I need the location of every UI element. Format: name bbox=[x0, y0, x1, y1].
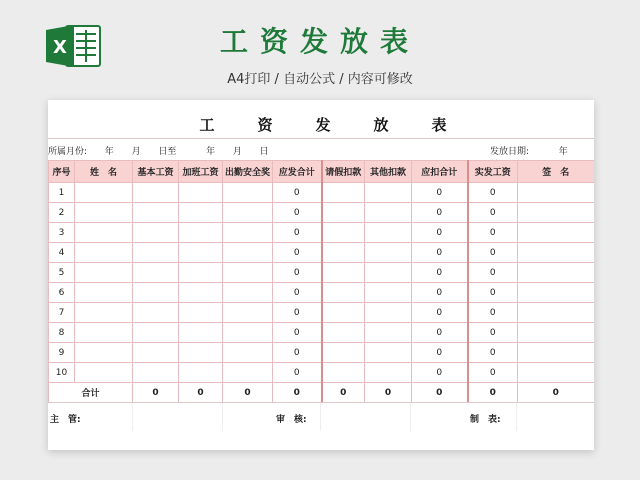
gross-total-cell[interactable]: 0 bbox=[273, 323, 322, 343]
header-cell: 请假扣款 bbox=[322, 161, 365, 183]
header-cell: 其他扣款 bbox=[365, 161, 412, 183]
leave-deduction-cell[interactable] bbox=[322, 343, 365, 363]
gross-total-cell[interactable]: 0 bbox=[273, 243, 322, 263]
total-row bbox=[49, 383, 595, 403]
other-deduction-cell[interactable] bbox=[365, 323, 412, 343]
deduction-total-cell[interactable]: 0 bbox=[412, 303, 468, 323]
bonus-cell[interactable] bbox=[223, 263, 273, 283]
other-deduction-cell[interactable] bbox=[365, 263, 412, 283]
signature-cell[interactable] bbox=[518, 363, 595, 383]
name-cell[interactable] bbox=[75, 363, 133, 383]
leave-deduction-cell[interactable] bbox=[322, 323, 365, 343]
period-day-to: 日至 bbox=[158, 147, 177, 157]
payroll-table bbox=[48, 160, 594, 403]
leave-deduction-cell[interactable] bbox=[322, 363, 365, 383]
row-number-cell: 4 bbox=[49, 243, 75, 263]
leave-deduction-cell[interactable] bbox=[322, 223, 365, 243]
base-salary-cell[interactable] bbox=[133, 223, 179, 243]
table-row bbox=[49, 303, 595, 323]
leave-deduction-cell[interactable] bbox=[322, 283, 365, 303]
overtime-cell[interactable] bbox=[179, 223, 223, 243]
signature-row bbox=[48, 402, 594, 431]
table-row bbox=[49, 263, 595, 283]
total-cell[interactable]: 0 bbox=[273, 383, 322, 403]
name-cell[interactable] bbox=[75, 203, 133, 223]
hero-title: 工资发放表 bbox=[219, 25, 420, 58]
table-row bbox=[49, 203, 595, 223]
total-cell[interactable]: 0 bbox=[179, 383, 223, 403]
row-number-cell: 3 bbox=[49, 223, 75, 243]
base-salary-cell[interactable] bbox=[133, 203, 179, 223]
base-salary-cell[interactable] bbox=[133, 283, 179, 303]
signature-cell[interactable] bbox=[518, 243, 595, 263]
period-month-2: 月 bbox=[232, 147, 242, 157]
bonus-cell[interactable] bbox=[223, 363, 273, 383]
signature-cell[interactable] bbox=[518, 223, 595, 243]
net-pay-cell[interactable]: 0 bbox=[468, 283, 518, 303]
gross-total-cell[interactable]: 0 bbox=[273, 203, 322, 223]
overtime-cell[interactable] bbox=[179, 283, 223, 303]
sheet-title bbox=[48, 114, 468, 135]
leave-deduction-cell[interactable] bbox=[322, 183, 365, 203]
signature-cell[interactable] bbox=[518, 283, 595, 303]
name-cell[interactable] bbox=[75, 263, 133, 283]
header-cell: 姓 名 bbox=[75, 161, 133, 183]
sheet-title-char: 资 bbox=[257, 116, 273, 134]
period-day: 日 bbox=[259, 147, 269, 157]
sheet-title-char: 工 bbox=[199, 116, 215, 134]
overtime-cell[interactable] bbox=[179, 303, 223, 323]
payroll-sheet bbox=[48, 100, 594, 450]
bonus-cell[interactable] bbox=[223, 343, 273, 363]
header-cell: 基本工资 bbox=[133, 161, 179, 183]
total-cell[interactable]: 0 bbox=[412, 383, 468, 403]
period-year-2: 年 bbox=[206, 147, 216, 157]
pay-date-year: 年 bbox=[558, 147, 568, 157]
total-cell[interactable]: 0 bbox=[133, 383, 179, 403]
total-cell[interactable]: 0 bbox=[468, 383, 518, 403]
net-pay-cell[interactable]: 0 bbox=[468, 183, 518, 203]
net-pay-cell[interactable]: 0 bbox=[468, 343, 518, 363]
divider bbox=[48, 138, 594, 139]
row-number-cell: 2 bbox=[49, 203, 75, 223]
signature-cell[interactable] bbox=[518, 303, 595, 323]
leave-deduction-cell[interactable] bbox=[322, 263, 365, 283]
hero-subtitle: A4打印 / 自动公式 / 内容可修改 bbox=[227, 72, 413, 87]
header-cell: 序号 bbox=[49, 161, 75, 183]
base-salary-cell[interactable] bbox=[133, 303, 179, 323]
base-salary-cell[interactable] bbox=[133, 363, 179, 383]
gross-total-cell[interactable]: 0 bbox=[273, 343, 322, 363]
reviewer-label: 审 核: bbox=[276, 415, 307, 425]
sheet-title-char: 表 bbox=[431, 116, 447, 134]
base-salary-cell[interactable] bbox=[133, 343, 179, 363]
leave-deduction-cell[interactable] bbox=[322, 203, 365, 223]
table-row bbox=[49, 243, 595, 263]
deduction-total-cell[interactable]: 0 bbox=[412, 343, 468, 363]
signature-cell[interactable] bbox=[518, 323, 595, 343]
table-row bbox=[49, 283, 595, 303]
pay-date-label: 发放日期: bbox=[490, 147, 530, 157]
table-row bbox=[49, 363, 595, 383]
deduction-total-cell[interactable]: 0 bbox=[412, 283, 468, 303]
signature-cell[interactable] bbox=[518, 263, 595, 283]
header-cell: 应发合计 bbox=[273, 161, 322, 183]
gross-total-cell[interactable]: 0 bbox=[273, 283, 322, 303]
gross-total-cell[interactable]: 0 bbox=[273, 263, 322, 283]
other-deduction-cell[interactable] bbox=[365, 223, 412, 243]
base-salary-cell[interactable] bbox=[133, 183, 179, 203]
gross-total-cell[interactable]: 0 bbox=[273, 183, 322, 203]
overtime-cell[interactable] bbox=[179, 343, 223, 363]
header-cell: 加班工资 bbox=[179, 161, 223, 183]
other-deduction-cell[interactable] bbox=[365, 203, 412, 223]
other-deduction-cell[interactable] bbox=[365, 183, 412, 203]
maker-label: 制 表: bbox=[470, 415, 501, 425]
bonus-cell[interactable] bbox=[223, 223, 273, 243]
other-deduction-cell[interactable] bbox=[365, 243, 412, 263]
net-pay-cell[interactable]: 0 bbox=[468, 363, 518, 383]
bonus-cell[interactable] bbox=[223, 203, 273, 223]
net-pay-cell[interactable]: 0 bbox=[468, 323, 518, 343]
bonus-cell[interactable] bbox=[223, 183, 273, 203]
deduction-total-cell[interactable]: 0 bbox=[412, 223, 468, 243]
deduction-total-cell[interactable]: 0 bbox=[412, 183, 468, 203]
other-deduction-cell[interactable] bbox=[365, 303, 412, 323]
gross-total-cell[interactable]: 0 bbox=[273, 303, 322, 323]
deduction-total-cell[interactable]: 0 bbox=[412, 323, 468, 343]
overtime-cell[interactable] bbox=[179, 363, 223, 383]
period-label: 所属月份: bbox=[48, 147, 88, 157]
name-cell[interactable] bbox=[75, 243, 133, 263]
net-pay-cell[interactable]: 0 bbox=[468, 263, 518, 283]
leave-deduction-cell[interactable] bbox=[322, 303, 365, 323]
manager-label: 主 管: bbox=[50, 415, 81, 425]
other-deduction-cell[interactable] bbox=[365, 283, 412, 303]
row-number-cell: 10 bbox=[49, 363, 75, 383]
name-cell[interactable] bbox=[75, 323, 133, 343]
period-year: 年 bbox=[104, 147, 114, 157]
gross-total-cell[interactable]: 0 bbox=[273, 223, 322, 243]
deduction-total-cell[interactable]: 0 bbox=[412, 363, 468, 383]
name-cell[interactable] bbox=[75, 283, 133, 303]
total-label: 合计 bbox=[49, 383, 133, 403]
header-cell: 出勤安全奖 bbox=[223, 161, 273, 183]
overtime-cell[interactable] bbox=[179, 243, 223, 263]
name-cell[interactable] bbox=[75, 183, 133, 203]
base-salary-cell[interactable] bbox=[133, 243, 179, 263]
table-row bbox=[49, 223, 595, 243]
overtime-cell[interactable] bbox=[179, 203, 223, 223]
header-cell: 实发工资 bbox=[468, 161, 518, 183]
signature-cell[interactable] bbox=[518, 203, 595, 223]
deduction-total-cell[interactable]: 0 bbox=[412, 263, 468, 283]
total-cell[interactable]: 0 bbox=[322, 383, 365, 403]
period-field bbox=[48, 144, 269, 157]
other-deduction-cell[interactable] bbox=[365, 343, 412, 363]
row-number-cell: 6 bbox=[49, 283, 75, 303]
bonus-cell[interactable] bbox=[223, 303, 273, 323]
row-number-cell: 8 bbox=[49, 323, 75, 343]
overtime-cell[interactable] bbox=[179, 263, 223, 283]
total-cell[interactable]: 0 bbox=[518, 383, 595, 403]
bonus-cell[interactable] bbox=[223, 283, 273, 303]
table-row bbox=[49, 343, 595, 363]
row-number-cell: 1 bbox=[49, 183, 75, 203]
total-cell[interactable]: 0 bbox=[223, 383, 273, 403]
sheet-title-char: 发 bbox=[315, 116, 331, 134]
deduction-total-cell[interactable]: 0 bbox=[412, 243, 468, 263]
bonus-cell[interactable] bbox=[223, 323, 273, 343]
name-cell[interactable] bbox=[75, 303, 133, 323]
name-cell[interactable] bbox=[75, 223, 133, 243]
table-row bbox=[49, 323, 595, 343]
bonus-cell[interactable] bbox=[223, 243, 273, 263]
net-pay-cell[interactable]: 0 bbox=[468, 303, 518, 323]
signature-cell[interactable] bbox=[518, 343, 595, 363]
base-salary-cell[interactable] bbox=[133, 323, 179, 343]
header-cell: 应扣合计 bbox=[412, 161, 468, 183]
deduction-total-cell[interactable]: 0 bbox=[412, 203, 468, 223]
period-month: 月 bbox=[131, 147, 141, 157]
overtime-cell[interactable] bbox=[179, 183, 223, 203]
table-row bbox=[49, 183, 595, 203]
leave-deduction-cell[interactable] bbox=[322, 243, 365, 263]
total-cell[interactable]: 0 bbox=[365, 383, 412, 403]
svg-text:X: X bbox=[53, 37, 67, 58]
net-pay-cell[interactable]: 0 bbox=[468, 223, 518, 243]
signature-cell[interactable] bbox=[518, 183, 595, 203]
row-number-cell: 5 bbox=[49, 263, 75, 283]
overtime-cell[interactable] bbox=[179, 323, 223, 343]
header-cell: 签 名 bbox=[518, 161, 595, 183]
other-deduction-cell[interactable] bbox=[365, 363, 412, 383]
sheet-title-char: 放 bbox=[373, 116, 389, 134]
row-number-cell: 7 bbox=[49, 303, 75, 323]
row-number-cell: 9 bbox=[49, 343, 75, 363]
gross-total-cell[interactable]: 0 bbox=[273, 363, 322, 383]
base-salary-cell[interactable] bbox=[133, 263, 179, 283]
net-pay-cell[interactable]: 0 bbox=[468, 243, 518, 263]
name-cell[interactable] bbox=[75, 343, 133, 363]
net-pay-cell[interactable]: 0 bbox=[468, 203, 518, 223]
table-header-row bbox=[49, 161, 595, 183]
